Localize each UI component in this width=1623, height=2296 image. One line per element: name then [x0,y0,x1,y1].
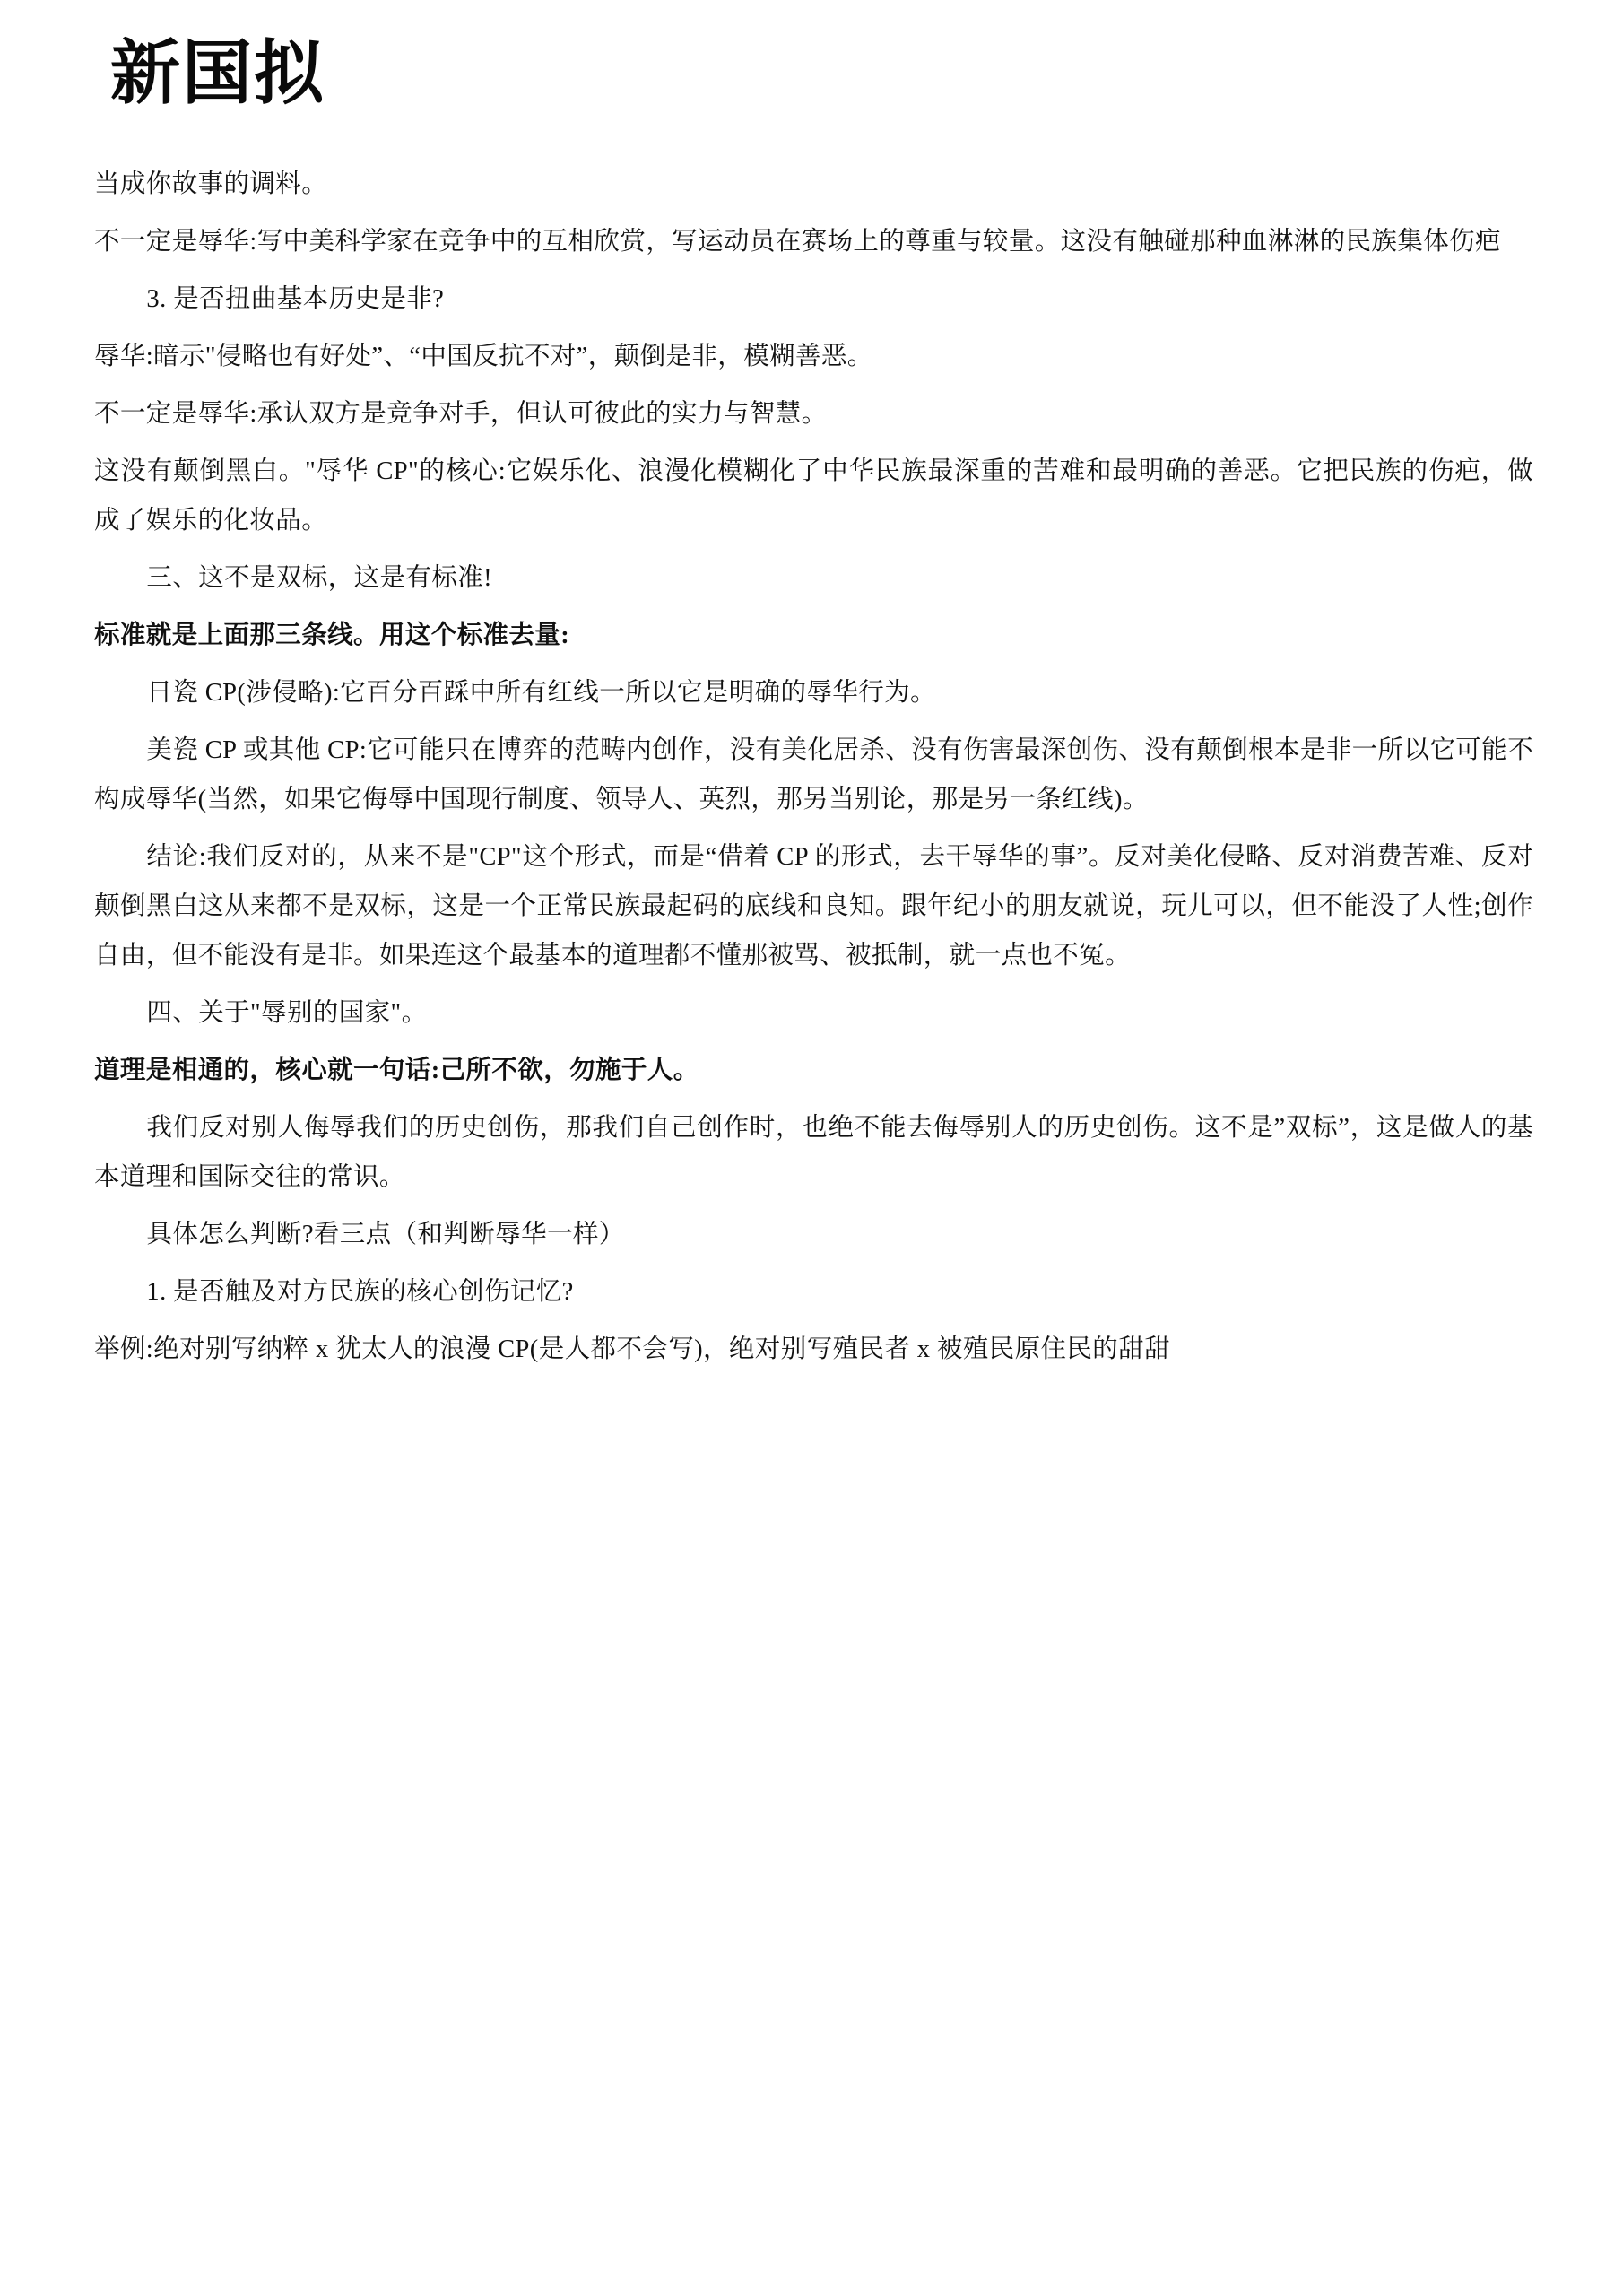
paragraph: 不一定是辱华:写中美科学家在竞争中的互相欣赏，写运动员在赛场上的尊重与较量。这没有触碰那种血淋淋的民族集体伤疤 [94,227,1501,256]
paragraph-bold: 道理是相通的，核心就一句话:己所不欲，勿施于人。 [94,1056,699,1084]
paragraph: 这没有颠倒黑白。"辱华 CP"的核心:它娱乐化、浪漫化模糊化了中华民族最深重的苦难和最明确的善恶。它把民族的伤疤，做成了娱乐的化妆品。 [94,457,1533,535]
document-body [94,160,1533,1374]
paragraph: 具体怎么判断?看三点（和判断辱华一样） [146,1220,625,1248]
section-heading-three: 三、这不是双标，这是有标准! [146,563,493,592]
paragraph-bold: 标准就是上面那三条线。用这个标准去量: [94,621,570,649]
paragraph: 举例:绝对别写纳粹 x 犹太人的浪漫 CP(是人都不会写)，绝对别写殖民者 x 被殖民原住民的甜甜 [94,1335,1170,1363]
paragraph: 不一定是辱华:承认双方是竞争对手，但认可彼此的实力与智慧。 [94,399,828,428]
paragraph: 辱华:暗示"侵略也有好处”、“中国反抗不对”，颠倒是非，模糊善恶。 [94,342,873,370]
paragraph: 美瓷 CP 或其他 CP:它可能只在博弈的范畴内创作，没有美化居杀、没有伤害最深创伤、没有颠倒根本是非一所以它可能不构成辱华(当然，如果它侮辱中国现行制度、领导人、英烈，那另当别论，那是另一条红线)。 [94,735,1533,813]
paragraph: 当成你故事的调料。 [94,170,328,198]
page-title: 新国拟 [110,33,326,114]
section-heading-four: 四、关于"辱别的国家"。 [146,998,428,1027]
paragraph-conclusion: 结论:我们反对的，从来不是"CP"这个形式，而是“借着 CP 的形式，去干辱华的事”。反对美化侵略、反对消费苦难、反对颠倒黑白这从来都不是双标，这是一个正常民族最起码的底线和良知。跟年纪小的朋友就说，玩儿可以，但不能没了人性;创作自由，但不能没有是非。如果连这个最基本的道理都不懂那被骂、被抵制，就一点也不冤。 [94,842,1533,970]
paragraph: 日瓷 CP(涉侵略):它百分百踩中所有红线一所以它是明确的辱华行为。 [146,678,936,707]
paragraph-list-item: 1. 是否触及对方民族的核心创伤记忆? [146,1277,574,1306]
paragraph: 我们反对别人侮辱我们的历史创伤，那我们自己创作时，也绝不能去侮辱别人的历史创伤。这不是”双标”，这是做人的基本道理和国际交往的常识。 [94,1113,1533,1191]
paragraph-heading-item: 3. 是否扭曲基本历史是非? [146,284,445,313]
